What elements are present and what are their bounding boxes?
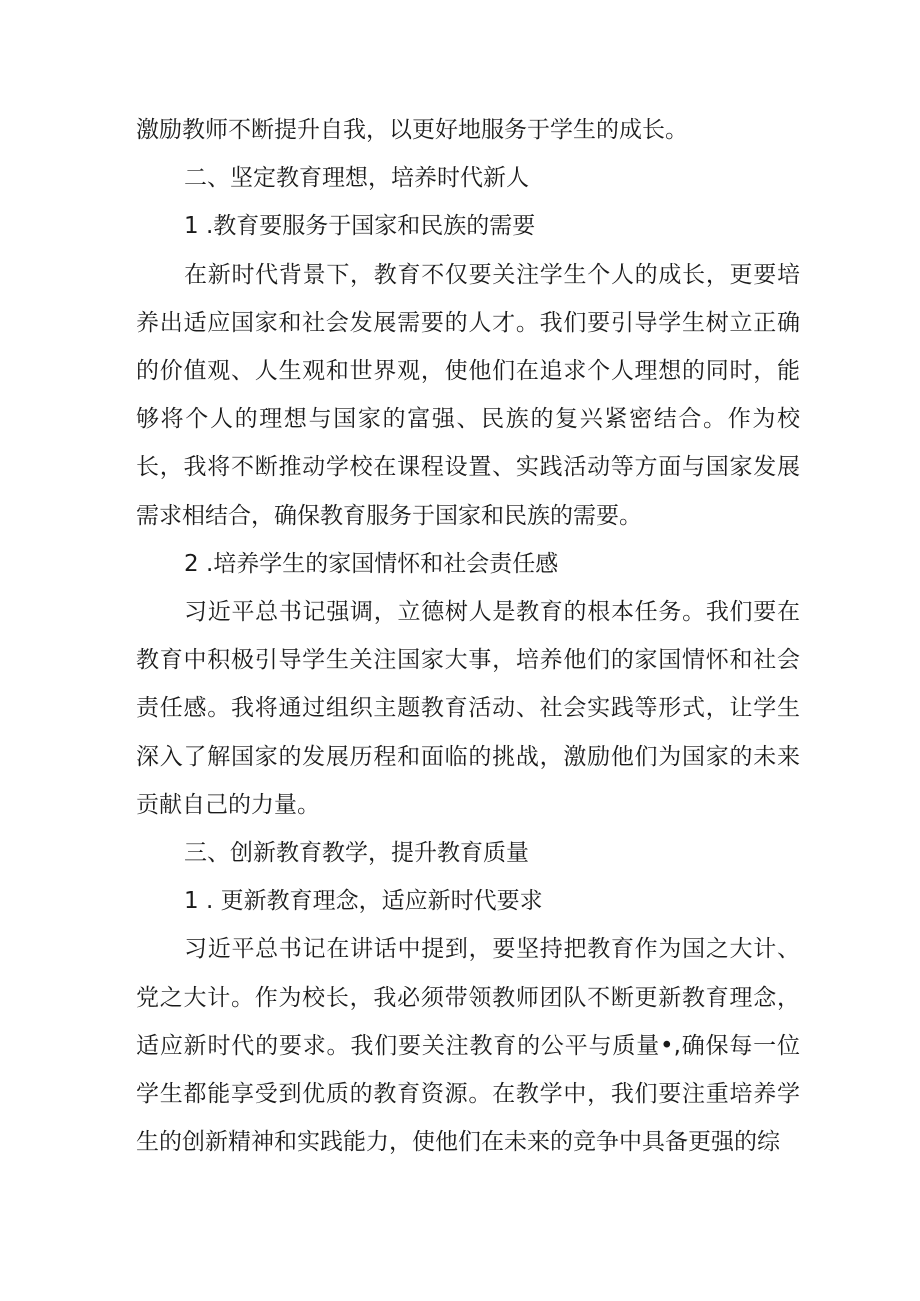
subsection-heading-3-1: 1 . 更新教育理念，适应新时代要求 bbox=[184, 888, 543, 915]
document-body bbox=[136, 106, 800, 1166]
subsection-heading-2-1: 1 .教育要服务于国家和民族的需要 bbox=[184, 213, 536, 240]
subsection-heading-2-2: 2 .培养学生的家国情怀和社会责任感 bbox=[184, 550, 559, 577]
section-heading-3: 三、创新教育教学，提升教育质量 bbox=[184, 840, 529, 867]
paragraph-continuation: 激励教师不断提升自我，以更好地服务于学生的成长。 bbox=[136, 117, 688, 143]
paragraph-3-1: 习近平总书记在讲话中提到，要坚持把教育作为国之大计、党之大计。作为校长，我必须带领教师团队不断更新教育理念，适应新时代的要求。我们要关注教育的公平与质量•,确保每一位学生都能享受到优质的教育资源。在教学中，我们要注重培养学生的创新精神和实践能力，使他们在未来的竞争中具备更强的综 bbox=[136, 936, 800, 1156]
section-heading-2: 二、坚定教育理想，培养时代新人 bbox=[184, 165, 529, 192]
paragraph-2-2: 习近平总书记强调，立德树人是教育的根本任务。我们要在教育中积极引导学生关注国家大事，培养他们的家国情怀和社会责任感。我将通过组织主题教育活动、社会实践等形式，让学生深入了解国家的发展历程和面临的挑战，激励他们为国家的未来贡献自己的力量。 bbox=[136, 599, 800, 818]
paragraph-2-1: 在新时代背景下，教育不仅要关注学生个人的成长，更要培养出适应国家和社会发展需要的人才。我们要引导学生树立正确的价值观、人生观和世界观，使他们在追求个人理想的同时，能够将个人的理想与国家的富强、民族的复兴紧密结合。作为校长，我将不断推动学校在课程设置、实践活动等方面与国家发展需求相结合，确保教育服务于国家和民族的需要。 bbox=[136, 261, 800, 529]
